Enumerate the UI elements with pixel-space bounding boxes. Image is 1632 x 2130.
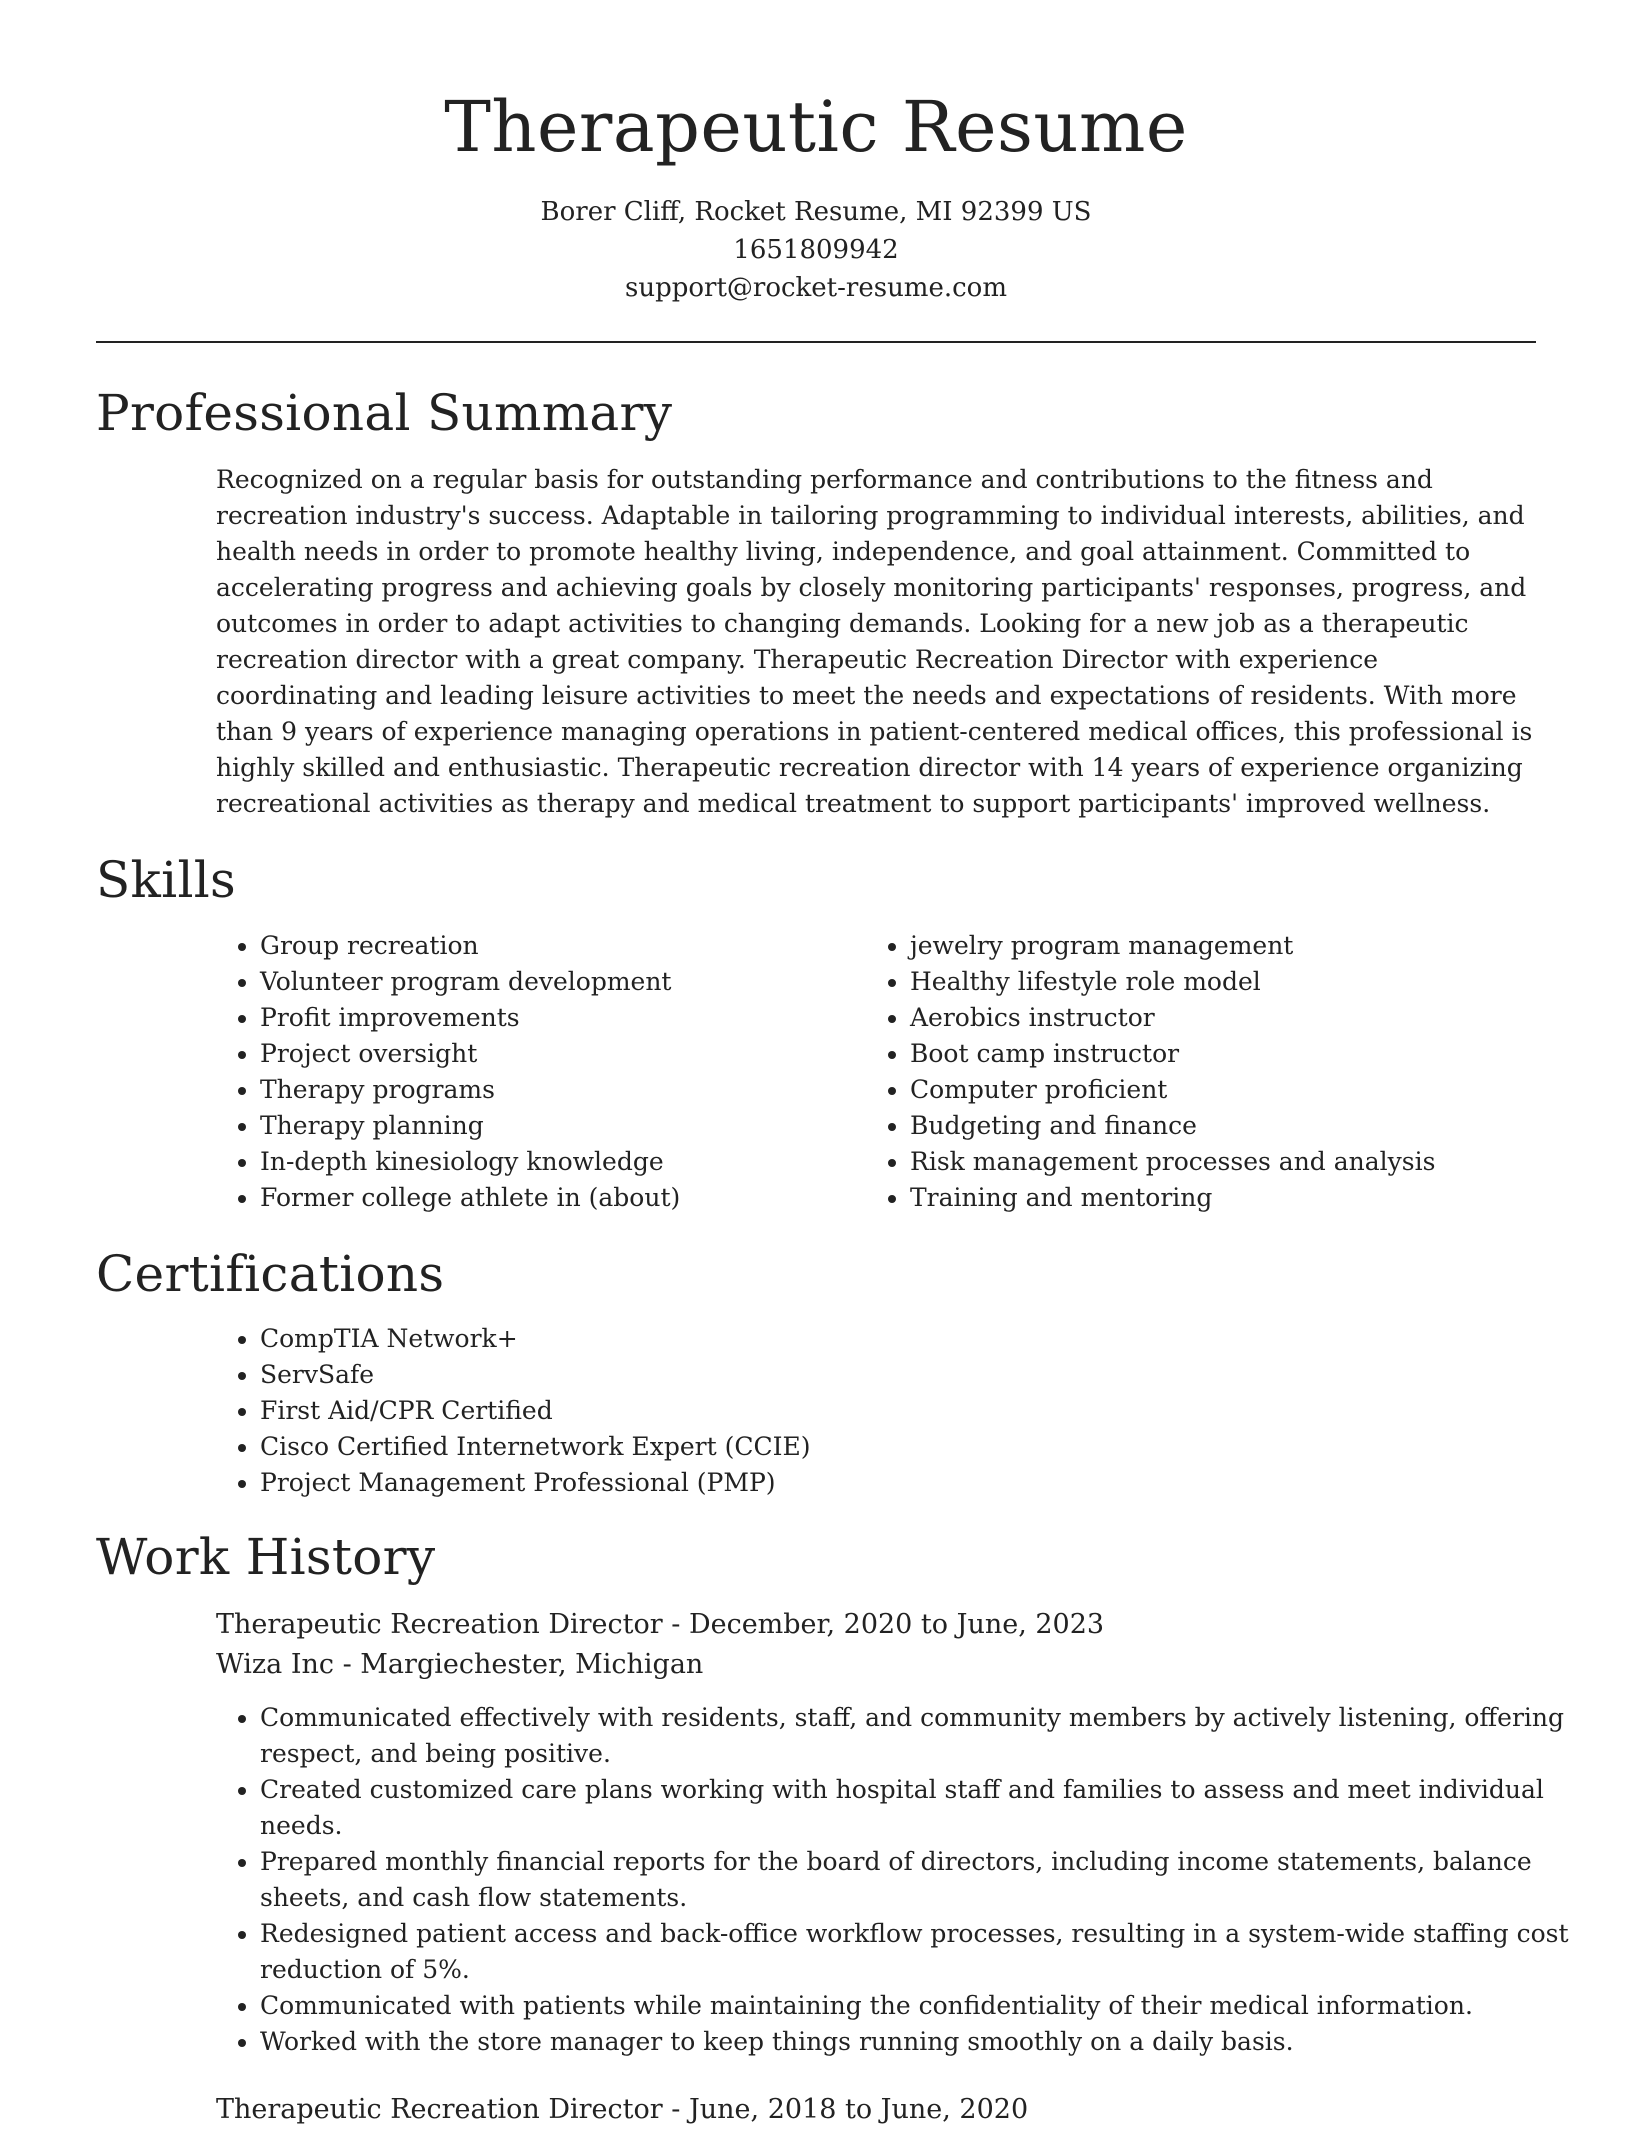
job-duty-item: • Communicated effectively with residents, staff, and community members by actively listening, offering respect, and being positive. bbox=[260, 1700, 1582, 1772]
job-dates: - June, 2018 to June, 2020 bbox=[662, 2094, 1029, 2125]
work-history-heading: Work History bbox=[96, 1528, 436, 1586]
contact-phone: 1651809942 bbox=[733, 235, 899, 265]
skills-heading: Skills bbox=[96, 851, 236, 909]
job-duty-item: • Created customized care plans working with hospital staff and families to assess and meet individual needs. bbox=[260, 1772, 1582, 1844]
skill-item: • Therapy programs bbox=[260, 1072, 860, 1108]
certification-item: • ServSafe bbox=[260, 1357, 1460, 1393]
header-divider bbox=[96, 341, 1536, 343]
certification-item: • Project Management Professional (PMP) bbox=[260, 1465, 1460, 1501]
skill-item: • Healthy lifestyle role model bbox=[910, 964, 1580, 1000]
skill-item: • Budgeting and finance bbox=[910, 1108, 1580, 1144]
skill-item: • Volunteer program development bbox=[260, 964, 860, 1000]
skill-item: • Group recreation bbox=[260, 928, 860, 964]
contact-email: support@rocket-resume.com bbox=[624, 273, 1007, 303]
resume-title: Therapeutic Resume bbox=[444, 86, 1188, 168]
skill-item: • Aerobics instructor bbox=[910, 1000, 1580, 1036]
job-duty-item: • Worked with the store manager to keep things running smoothly on a daily basis. bbox=[260, 2024, 1582, 2060]
skill-item: • Risk management processes and analysis bbox=[910, 1144, 1580, 1180]
contact-address: Borer Cliff, Rocket Resume, MI 92399 US bbox=[540, 197, 1092, 227]
contact-block bbox=[0, 193, 1632, 307]
job-1-company-line bbox=[216, 1645, 703, 1685]
job-company: Wiza Inc bbox=[216, 1649, 334, 1680]
skill-item: • jewelry program management bbox=[910, 928, 1580, 964]
skills-list-left bbox=[216, 928, 860, 1216]
job-2-title-line bbox=[216, 2090, 1028, 2130]
job-duty-item: • Prepared monthly financial reports for the board of directors, including income statements, balance sheets, and cash flow statements. bbox=[260, 1844, 1582, 1916]
job-duty-item: • Communicated with patients while maintaining the confidentiality of their medical information. bbox=[260, 1988, 1582, 2024]
certifications-heading: Certifications bbox=[96, 1245, 445, 1303]
job-1-title-line bbox=[216, 1605, 1104, 1645]
job-1-duties-list bbox=[216, 1700, 1582, 2060]
skill-item: • Computer proficient bbox=[910, 1072, 1580, 1108]
job-dates: - December, 2020 to June, 2023 bbox=[662, 1609, 1105, 1640]
job-title: Therapeutic Recreation Director bbox=[216, 2094, 663, 2125]
certification-item: • Cisco Certified Internetwork Expert (CCIE) bbox=[260, 1429, 1460, 1465]
skill-item: • Project oversight bbox=[260, 1036, 860, 1072]
summary-heading: Professional Summary bbox=[96, 384, 673, 442]
job-location: - Margiechester, Michigan bbox=[334, 1649, 704, 1680]
job-title: Therapeutic Recreation Director bbox=[216, 1609, 663, 1640]
skill-item: • In-depth kinesiology knowledge bbox=[260, 1144, 860, 1180]
certification-item: • CompTIA Network+ bbox=[260, 1321, 1460, 1357]
skills-list-right bbox=[866, 928, 1580, 1216]
skill-item: • Former college athlete in (about) bbox=[260, 1180, 860, 1216]
certification-item: • First Aid/CPR Certified bbox=[260, 1393, 1460, 1429]
skill-item: • Therapy planning bbox=[260, 1108, 860, 1144]
certifications-list bbox=[216, 1321, 1460, 1501]
skill-item: • Training and mentoring bbox=[910, 1180, 1580, 1216]
skill-item: • Boot camp instructor bbox=[910, 1036, 1580, 1072]
skill-item: • Profit improvements bbox=[260, 1000, 860, 1036]
summary-text: Recognized on a regular basis for outstanding performance and contributions to the fitness and recreation industry's success. Adaptable in tailoring programming to individual interests, abilities, and health needs in order to promote healthy living, independence, and goal attainment. Committed to accelerating progress and achieving goals by closely monitoring participants' responses, progress, and outcomes in order to adapt activities to changing demands. Looking for a new job as a therapeutic recreation director with a great company. Therapeutic Recreation Director with experience coordinating and leading leisure activities to meet the needs and expectations of residents. With more than 9 years of experience managing operations in patient-centered medical offices, this professional is highly skilled and enthusiastic. Therapeutic recreation director with 14 years of experience organizing recreational activities as therapy and medical treatment to support participants' improved wellness. bbox=[216, 465, 1533, 818]
job-duty-item: • Redesigned patient access and back-office workflow processes, resulting in a system-wide staffing cost reduction of 5%. bbox=[260, 1916, 1582, 1988]
